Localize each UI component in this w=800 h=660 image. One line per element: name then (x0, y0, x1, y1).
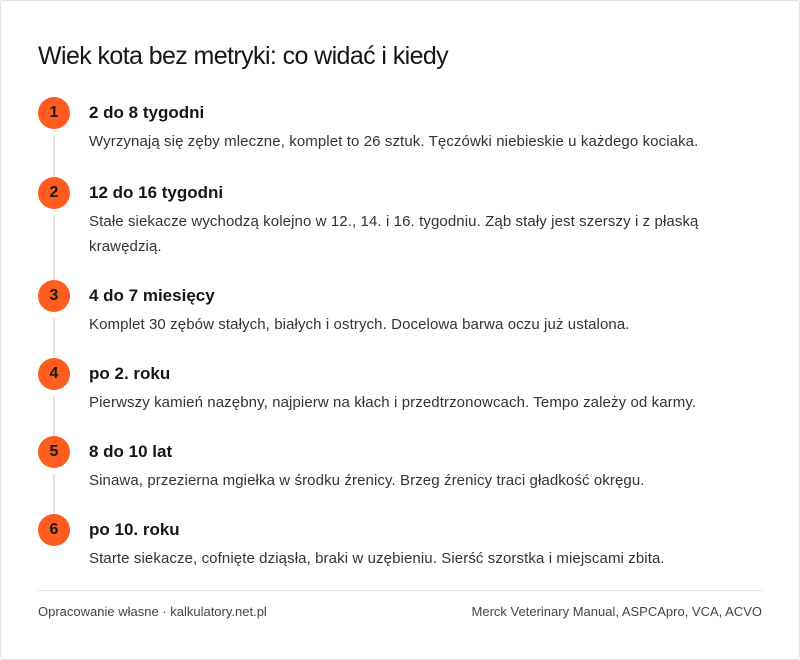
step-number-badge: 1 (38, 97, 70, 129)
timeline-connector (53, 318, 55, 360)
step-description: Wyrzynają się zęby mleczne, komplet to 26 sztuk. Tęczówki niebieskie u każdego kociaka. (89, 133, 699, 150)
step-description: Sinawa, przezierna mgiełka w środku źrenicy. Brzeg źrenicy traci gładkość okręgu. (89, 472, 645, 489)
step-heading: 8 do 10 lat (89, 442, 173, 461)
step-description: Komplet 30 zębów stałych, białych i ostrych. Docelowa barwa oczu już ustalona. (89, 316, 630, 333)
footer-credit: Opracowanie własne · kalkulatory.net.pl (38, 604, 267, 619)
timeline-connector (53, 135, 55, 179)
footer-sources: Merck Veterinary Manual, ASPCApro, VCA, ACVO (471, 604, 762, 619)
step-heading: po 10. roku (89, 520, 180, 539)
timeline-connector (53, 215, 55, 282)
timeline (38, 97, 768, 584)
step-description: Pierwszy kamień nazębny, najpierw na kłach i przedtrzonowcach. Tempo zależy od karmy. (89, 394, 697, 411)
timeline-step-6 (38, 514, 768, 584)
step-number-badge: 2 (38, 177, 70, 209)
timeline-connector (53, 396, 55, 438)
step-description: Starte siekacze, cofnięte dziąsła, braki w uzębieniu. Sierść szorstka i miejscami zbita. (89, 550, 665, 567)
step-number-badge: 4 (38, 358, 70, 390)
step-description: Stałe siekacze wychodzą kolejno w 12., 14. i 16. tygodniu. Ząb stały jest szerszy i z płaską krawędzią. (89, 213, 699, 255)
step-number-badge: 6 (38, 514, 70, 546)
step-number-badge: 5 (38, 436, 70, 468)
timeline-step-5 (38, 436, 768, 514)
step-heading: 4 do 7 miesięcy (89, 286, 215, 305)
footer (38, 590, 762, 619)
step-heading: 12 do 16 tygodni (89, 183, 224, 202)
timeline-step-2 (38, 177, 768, 280)
timeline-step-3 (38, 280, 768, 358)
page-title: Wiek kota bez metryki: co widać i kiedy (38, 42, 449, 70)
timeline-connector (53, 474, 55, 516)
step-number-badge: 3 (38, 280, 70, 312)
step-heading: 2 do 8 tygodni (89, 103, 205, 122)
timeline-step-4 (38, 358, 768, 436)
timeline-step-1 (38, 97, 768, 177)
step-heading: po 2. roku (89, 364, 171, 383)
